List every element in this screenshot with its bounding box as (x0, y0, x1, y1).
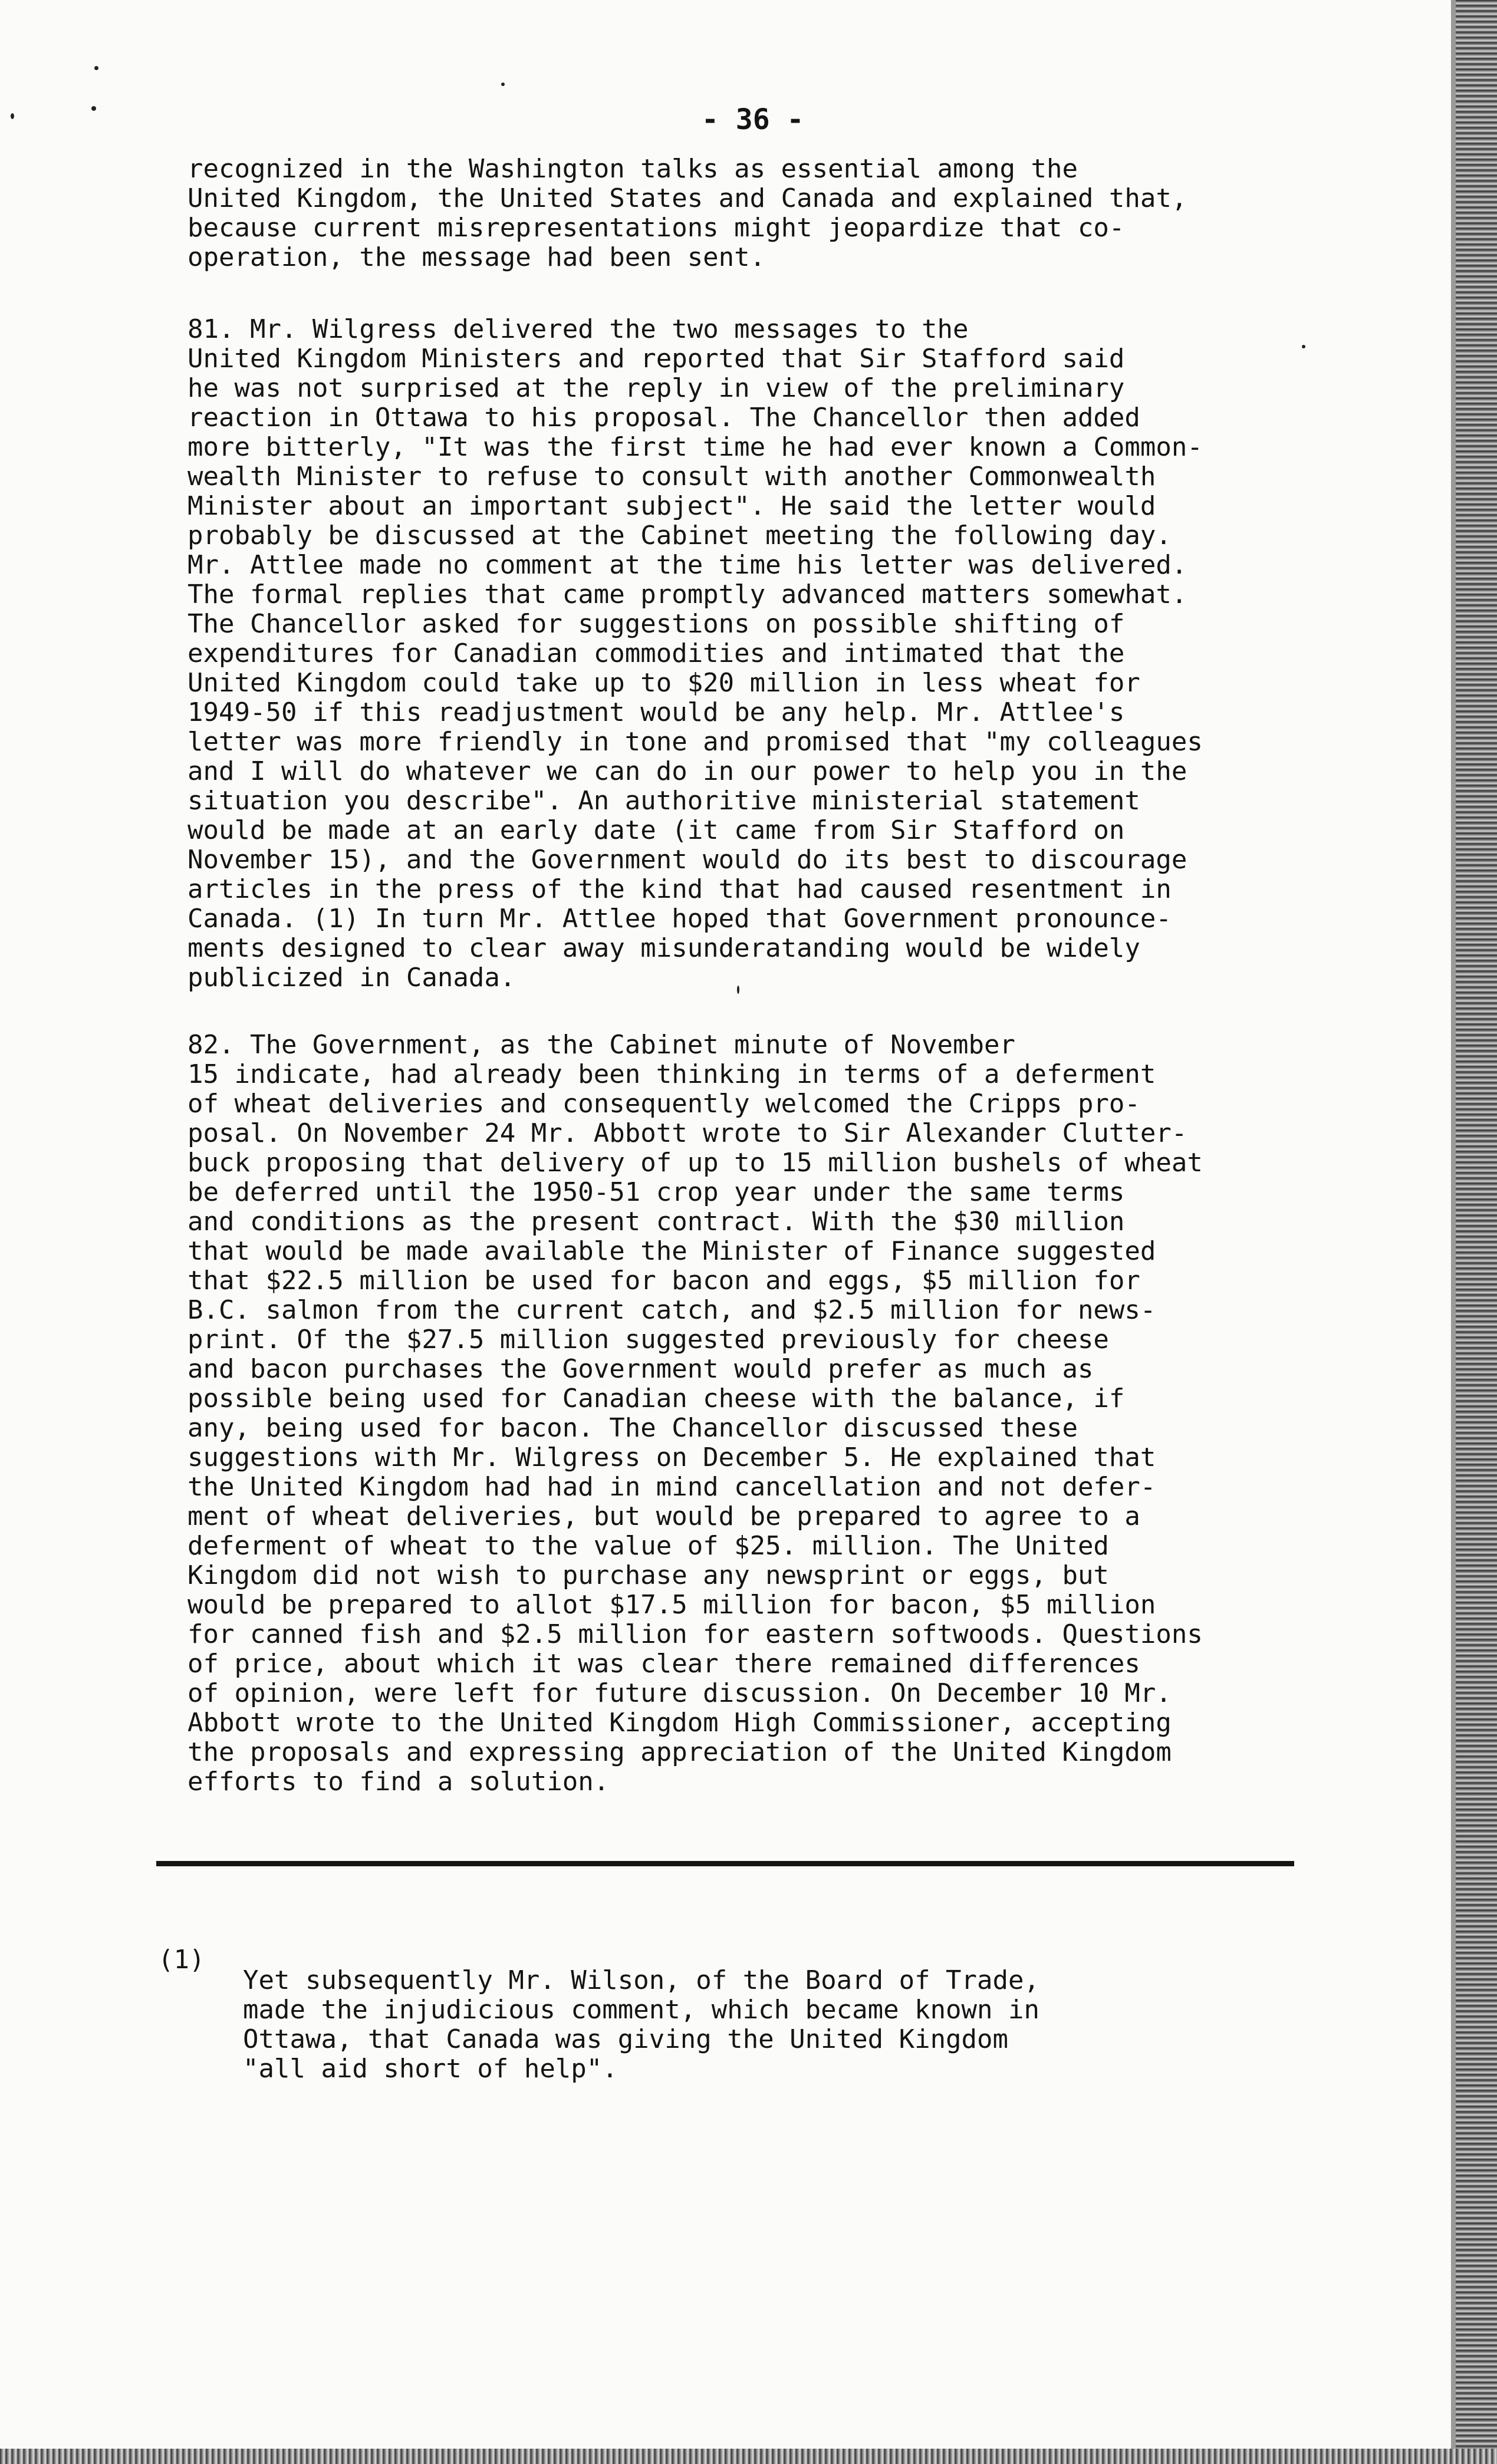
paragraph-number: 81. (187, 314, 235, 344)
text-line: United Kingdom, the United States and Canada and explained that, (187, 183, 1187, 213)
text-line: letter was more friendly in tone and promised that "my colleagues (187, 727, 1203, 757)
text-line: expenditures for Canadian commodities and intimated that the (187, 638, 1125, 668)
text-line: ments designed to clear away misunderatanding would be widely (187, 933, 1140, 963)
text-line: suggestions with Mr. Wilgress on December 5. He explained that (187, 1442, 1156, 1473)
scan-speck (91, 106, 96, 111)
text-line: and I will do whatever we can do in our power to help you in the (187, 756, 1187, 786)
text-line: operation, the message had been sent. (187, 242, 766, 272)
text-line: probably be discussed at the Cabinet meeting the following day. (187, 521, 1172, 551)
text-line: that $22.5 million be used for bacon and eggs, $5 million for (187, 1266, 1140, 1296)
text-line: and conditions as the present contract. With the $30 million (187, 1207, 1125, 1237)
paragraph-82 (187, 1030, 1203, 1797)
footnote-divider (156, 1861, 1294, 1866)
text-line: United Kingdom could take up to $20 million in less wheat for (187, 668, 1140, 698)
text-line: more bitterly, "It was the first time he had ever known a Common- (187, 432, 1203, 462)
text-line: possible being used for Canadian cheese with the balance, if (187, 1383, 1125, 1414)
text-line: posal. On November 24 Mr. Abbott wrote to Sir Alexander Clutter- (187, 1118, 1187, 1148)
text-line: Yet subsequently Mr. Wilson, of the Board of Trade, (243, 1965, 1040, 1995)
text-line: print. Of the $27.5 million suggested previously for cheese (187, 1325, 1109, 1355)
text-line: would be prepared to allot $17.5 million for bacon, $5 million (187, 1590, 1156, 1620)
text-line: reaction in Ottawa to his proposal. The Chancellor then added (187, 403, 1140, 433)
text-line: 15 indicate, had already been thinking in terms of a deferment (187, 1059, 1156, 1089)
scan-speck (737, 986, 739, 994)
text-line: Mr. Attlee made no comment at the time his letter was delivered. (187, 550, 1187, 580)
text-line: situation you describe". An authoritive ministerial statement (187, 786, 1140, 816)
text-line: articles in the press of the kind that had caused resentment in (187, 874, 1172, 904)
text-line: he was not surprised at the reply in view of the preliminary (187, 373, 1125, 403)
footnote-marker: (1) (158, 1945, 205, 1975)
text-line: publicized in Canada. (187, 963, 516, 993)
paragraph-number: 82. (187, 1030, 235, 1060)
page-number: - 36 - (702, 103, 804, 136)
text-line: The formal replies that came promptly advanced matters somewhat. (187, 579, 1187, 610)
scan-speck (501, 83, 505, 86)
text-line: November 15), and the Government would do its best to discourage (187, 845, 1187, 875)
text-line: that would be made available the Minister of Finance suggested (187, 1236, 1156, 1266)
text-line: be deferred until the 1950-51 crop year under the same terms (187, 1177, 1125, 1207)
text-line: efforts to find a solution. (187, 1767, 610, 1797)
text-line: Kingdom did not wish to purchase any newsprint or eggs, but (187, 1560, 1109, 1590)
text-line: United Kingdom Ministers and reported that Sir Stafford said (187, 344, 1125, 374)
text-line: The Chancellor asked for suggestions on possible shifting of (187, 609, 1125, 639)
text-line: of price, about which it was clear there remained differences (187, 1649, 1140, 1679)
scan-speck (11, 113, 14, 119)
text-line: of opinion, were left for future discussion. On December 10 Mr. (187, 1678, 1172, 1708)
text-line: recognized in the Washington talks as essential among the (187, 154, 1078, 184)
text-line: deferment of wheat to the value of $25. million. The United (187, 1531, 1109, 1561)
text-line: would be made at an early date (it came from Sir Stafford on (187, 815, 1125, 845)
text-line (187, 1030, 1203, 1060)
text-line (187, 315, 1203, 344)
text-line: for canned fish and $2.5 million for eastern softwoods. Questions (187, 1619, 1203, 1649)
scan-edge-right (1456, 0, 1497, 2464)
footnote (243, 1966, 1039, 2084)
text-line: B.C. salmon from the current catch, and $2.5 million for news- (187, 1295, 1156, 1325)
text-line: 1949-50 if this readjustment would be any help. Mr. Attlee's (187, 697, 1125, 727)
text-line: Ottawa, that Canada was giving the United Kingdom (243, 2024, 1009, 2054)
text-line: Abbott wrote to the United Kingdom High Commissioner, accepting (187, 1708, 1172, 1738)
text-line: any, being used for bacon. The Chancellor discussed these (187, 1413, 1078, 1443)
intro-paragraph (187, 154, 1187, 272)
text-line: because current misrepresentations might jeopardize that co- (187, 213, 1125, 243)
paragraph-81 (187, 315, 1203, 993)
text-line: buck proposing that delivery of up to 15 million bushels of wheat (187, 1148, 1203, 1178)
scan-speck (1302, 345, 1305, 348)
text-line: Minister about an important subject". He said the letter would (187, 491, 1156, 521)
scan-edge-shadow (1451, 0, 1456, 2464)
scan-edge-bottom (0, 2449, 1497, 2464)
text-line: ment of wheat deliveries, but would be prepared to agree to a (187, 1501, 1140, 1531)
scan-speck (94, 66, 98, 70)
text-line: Canada. (1) In turn Mr. Attlee hoped that Government pronounce- (187, 904, 1172, 934)
text-line: "all aid short of help". (243, 2054, 618, 2084)
text-line: wealth Minister to refuse to consult with another Commonwealth (187, 462, 1156, 492)
text-line: made the injudicious comment, which became known in (243, 1995, 1040, 2025)
text-line: of wheat deliveries and consequently welcomed the Cripps pro- (187, 1089, 1140, 1119)
text-line: and bacon purchases the Government would prefer as much as (187, 1354, 1094, 1384)
text-line-content: Mr. Wilgress delivered the two messages to the (234, 314, 969, 344)
text-line-content: The Government, as the Cabinet minute of November (234, 1030, 1015, 1060)
text-line: the United Kingdom had had in mind cancellation and not defer- (187, 1472, 1156, 1502)
text-line: the proposals and expressing appreciation of the United Kingdom (187, 1737, 1172, 1767)
